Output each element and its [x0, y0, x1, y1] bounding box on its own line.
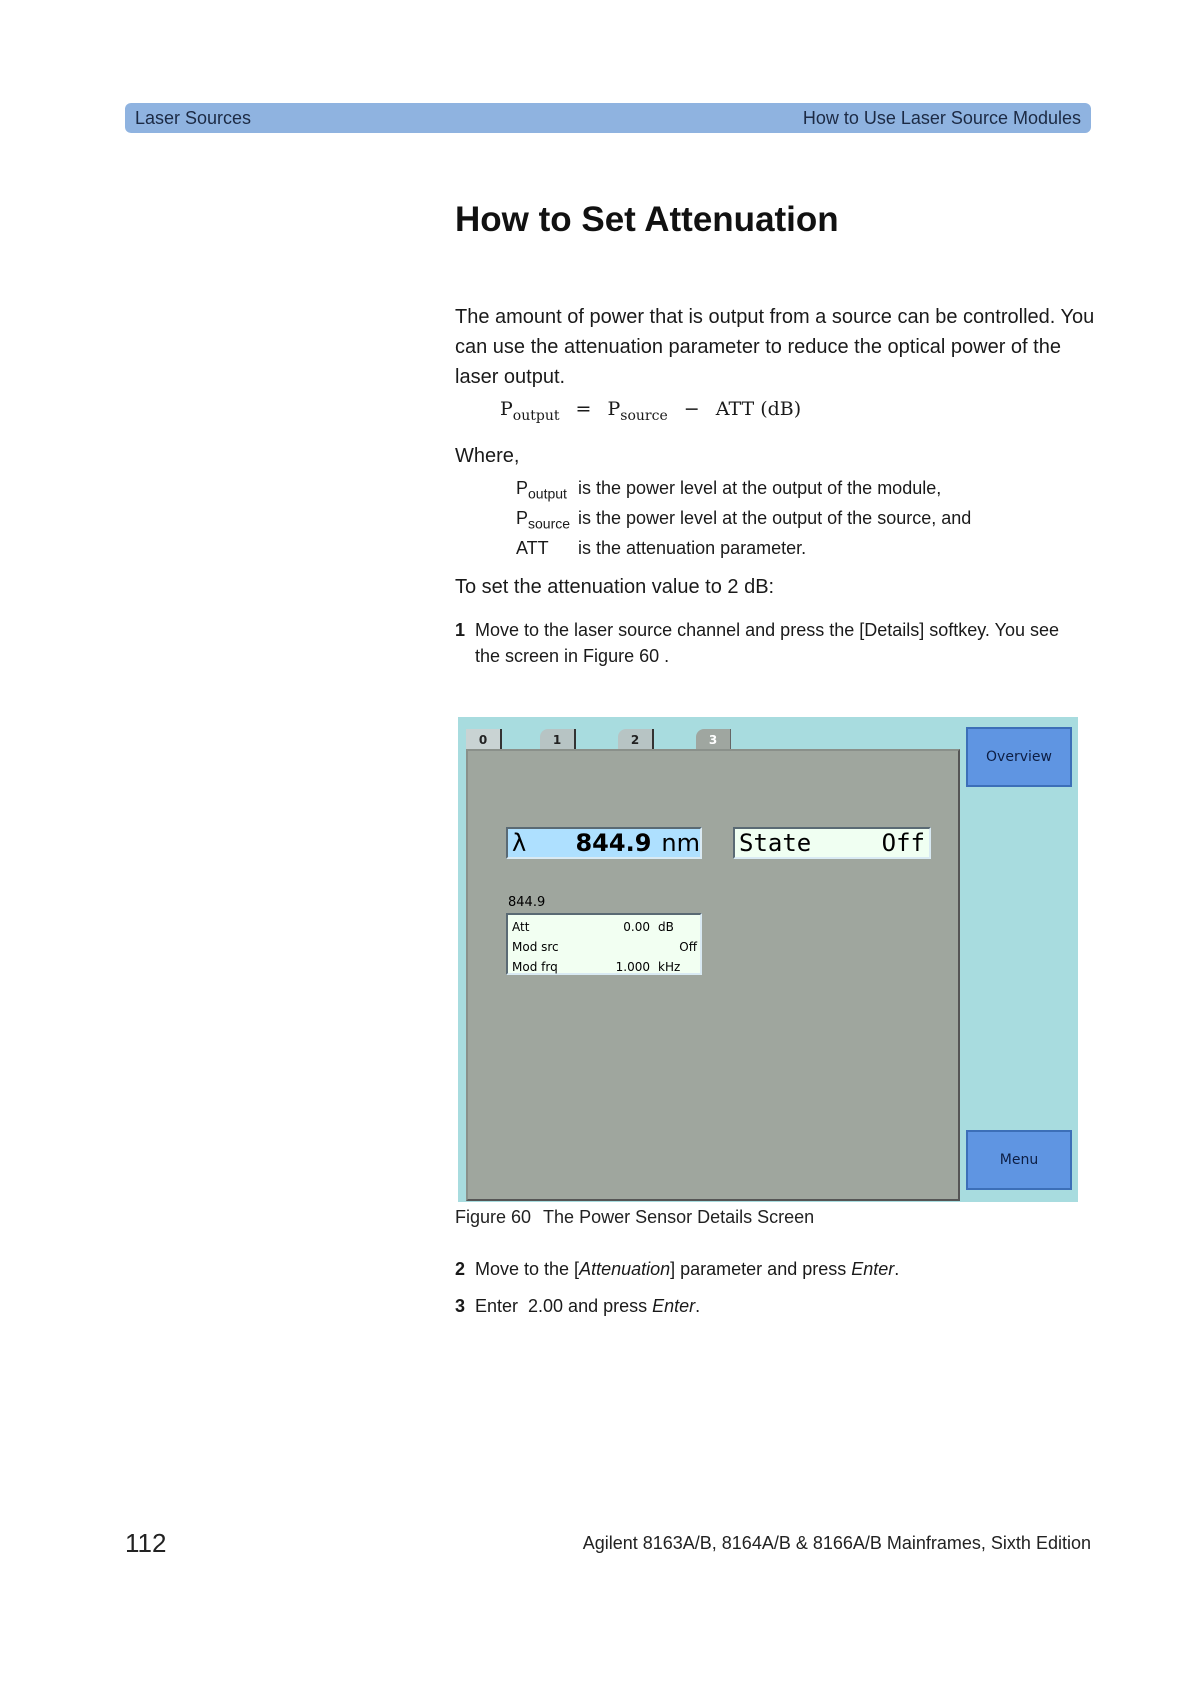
wavelength-sublabel: 844.9: [508, 895, 546, 910]
page-number: 112: [125, 1528, 167, 1558]
formula-unit: (dB): [760, 398, 802, 420]
param-row-mod-frq[interactable]: [508, 957, 700, 977]
formula-minus: −: [683, 398, 700, 420]
tab-channel-1[interactable]: 1: [540, 729, 576, 751]
step-text: Move to the [Attenuation] parameter and press Enter.: [475, 1259, 900, 1279]
power-formula: [500, 398, 801, 424]
formula-lhs-sub: output: [512, 407, 560, 424]
wavelength-unit: nm: [661, 829, 700, 857]
parameter-table: [506, 913, 702, 975]
formula-lhs: P: [500, 398, 513, 420]
param-value: 1.000: [615, 960, 650, 974]
definition-desc: is the power level at the output of the module,: [578, 478, 942, 498]
formula-att: ATT: [715, 398, 755, 420]
param-label: Mod frq: [512, 960, 558, 974]
figure-caption: [455, 1207, 814, 1228]
step-text: Move to the laser source channel and press the [Details] softkey. You see the screen in Figure 60 .: [475, 620, 1060, 666]
menu-softkey[interactable]: Menu: [966, 1130, 1072, 1190]
tab-channel-0[interactable]: 0: [466, 729, 502, 751]
figure-caption-text: The Power Sensor Details Screen: [543, 1207, 815, 1227]
param-row-att[interactable]: [508, 917, 700, 937]
definition-row: [516, 508, 971, 538]
definition-term: ATT: [516, 538, 549, 558]
lambda-symbol: λ: [512, 829, 527, 857]
enter-key-term: Enter: [851, 1259, 895, 1279]
param-value: Off: [679, 940, 697, 954]
step-number: 1: [455, 620, 466, 640]
step-1: [455, 617, 1085, 669]
figure-number: Figure 60: [455, 1207, 532, 1227]
param-label: Att: [512, 920, 530, 934]
definitions-list: [516, 478, 971, 568]
step-2: [455, 1256, 1085, 1282]
definition-desc: is the power level at the output of the source, and: [578, 508, 972, 528]
wavelength-field[interactable]: [506, 827, 702, 859]
running-header: [125, 103, 1091, 133]
step-text: Enter 2.00 and press Enter.: [475, 1296, 701, 1316]
state-label: State: [739, 829, 812, 857]
param-row-mod-src[interactable]: [508, 937, 700, 957]
step-3: [455, 1293, 1085, 1319]
definition-row: [516, 538, 971, 568]
procedure-intro: To set the attenuation value to 2 dB:: [455, 576, 775, 598]
footer-text: Agilent 8163A/B, 8164A/B & 8166A/B Mainframes, Sixth Edition: [582, 1533, 1091, 1553]
tab-channel-2[interactable]: 2: [618, 729, 654, 751]
formula-rhs: P: [607, 398, 621, 420]
step-number: 3: [455, 1296, 466, 1316]
param-label: Mod src: [512, 940, 559, 954]
where-label: Where,: [455, 445, 520, 467]
attenuation-term: Attenuation: [579, 1259, 671, 1279]
header-section-left: Laser Sources: [135, 107, 252, 128]
param-unit: dB: [658, 920, 674, 934]
definition-row: [516, 478, 971, 508]
state-value: Off: [881, 829, 925, 857]
enter-key-term: Enter: [652, 1296, 696, 1316]
state-field[interactable]: [733, 827, 931, 859]
tab-channel-3[interactable]: 3: [696, 729, 731, 751]
definition-term: $P_{source}$: [516, 508, 571, 532]
wavelength-value: 844.9: [575, 829, 652, 857]
definition-term: $P_{output}$: [516, 478, 567, 502]
page-title: How to Set Attenuation: [455, 200, 839, 239]
intro-paragraph: The amount of power that is output from a source can be controlled. You can use the attenuation parameter to reduce the optical power of the laser output.: [455, 306, 1095, 388]
formula-equals: =: [575, 398, 592, 420]
formula-rhs-sub: source: [620, 407, 668, 424]
overview-softkey[interactable]: Overview: [966, 727, 1072, 787]
details-screen-figure: [458, 717, 1078, 1202]
param-unit: kHz: [658, 960, 681, 974]
param-value: 0.00: [623, 920, 650, 934]
details-panel: [466, 749, 960, 1201]
definition-desc: is the attenuation parameter.: [578, 538, 807, 558]
step-number: 2: [455, 1259, 466, 1279]
header-section-right: How to Use Laser Source Modules: [802, 107, 1081, 128]
